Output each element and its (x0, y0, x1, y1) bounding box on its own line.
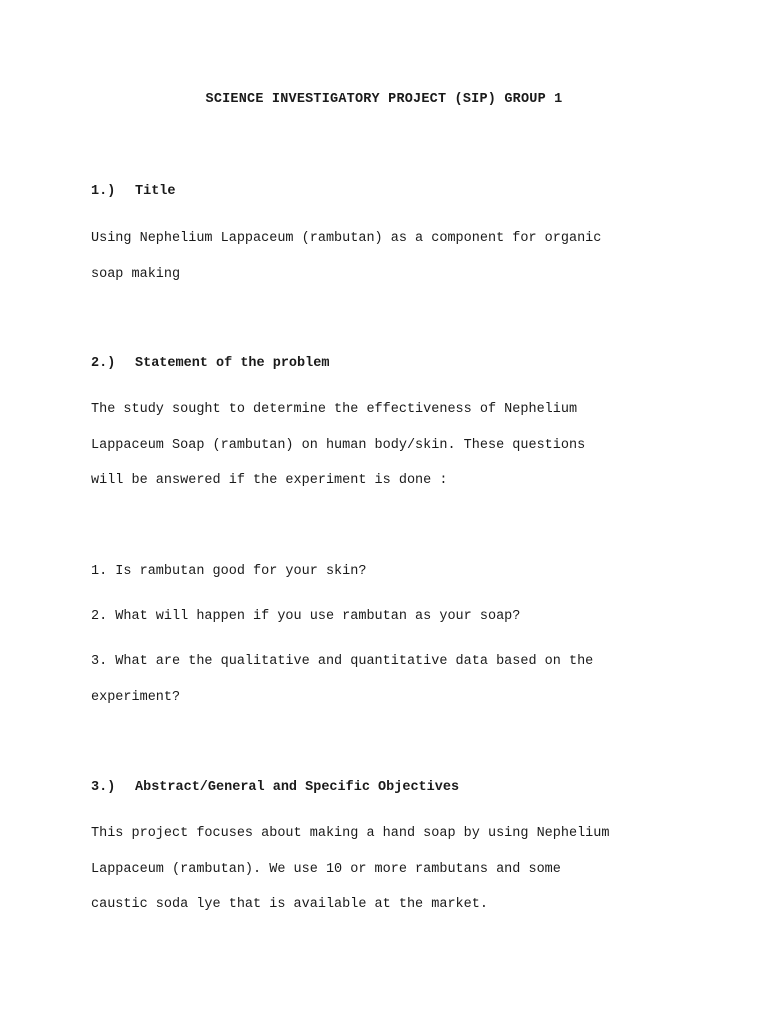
question-line: experiment? (91, 689, 181, 705)
question-line: 2. What will happen if you use rambutan as your soap? (91, 609, 521, 624)
question-line: 1. Is rambutan good for your skin? (91, 564, 367, 579)
section-heading-problem (91, 356, 329, 371)
question-item (91, 644, 691, 715)
section-problem-paragraph (91, 392, 691, 499)
paragraph-line: The study sought to determine the effectiveness of Nephelium (91, 402, 578, 417)
section-heading-abstract (91, 780, 459, 795)
question-item (91, 554, 691, 590)
paragraph-line: Lappaceum Soap (rambutan) on human body/skin. These questions (91, 437, 586, 453)
paragraph-line: Using Nephelium Lappaceum (rambutan) as a component for organic (91, 231, 602, 246)
section-number: 2.) (91, 356, 116, 371)
section-heading-label: Statement of the problem (135, 356, 330, 371)
section-abstract-paragraph (91, 816, 691, 923)
section-title-paragraph (91, 221, 691, 292)
paragraph-line: will be answered if the experiment is done : (91, 473, 448, 488)
section-number: 1.) (91, 184, 116, 199)
section-number: 3.) (91, 780, 116, 795)
section-heading-title (91, 184, 176, 199)
paragraph-line: caustic soda lye that is available at the market. (91, 897, 488, 912)
section-heading-label: Abstract/General and Specific Objectives (135, 780, 460, 795)
section-heading-label: Title (135, 184, 176, 199)
paragraph-line: Lappaceum (rambutan). We use 10 or more rambutans and some (91, 861, 561, 877)
document-title: SCIENCE INVESTIGATORY PROJECT (SIP) GROUP 1 (205, 92, 563, 107)
question-line: 3. What are the qualitative and quantitative data based on the (91, 654, 594, 669)
paragraph-line: This project focuses about making a hand soap by using Nephelium (91, 826, 610, 841)
question-item (91, 599, 691, 635)
paragraph-line: soap making (91, 266, 181, 282)
